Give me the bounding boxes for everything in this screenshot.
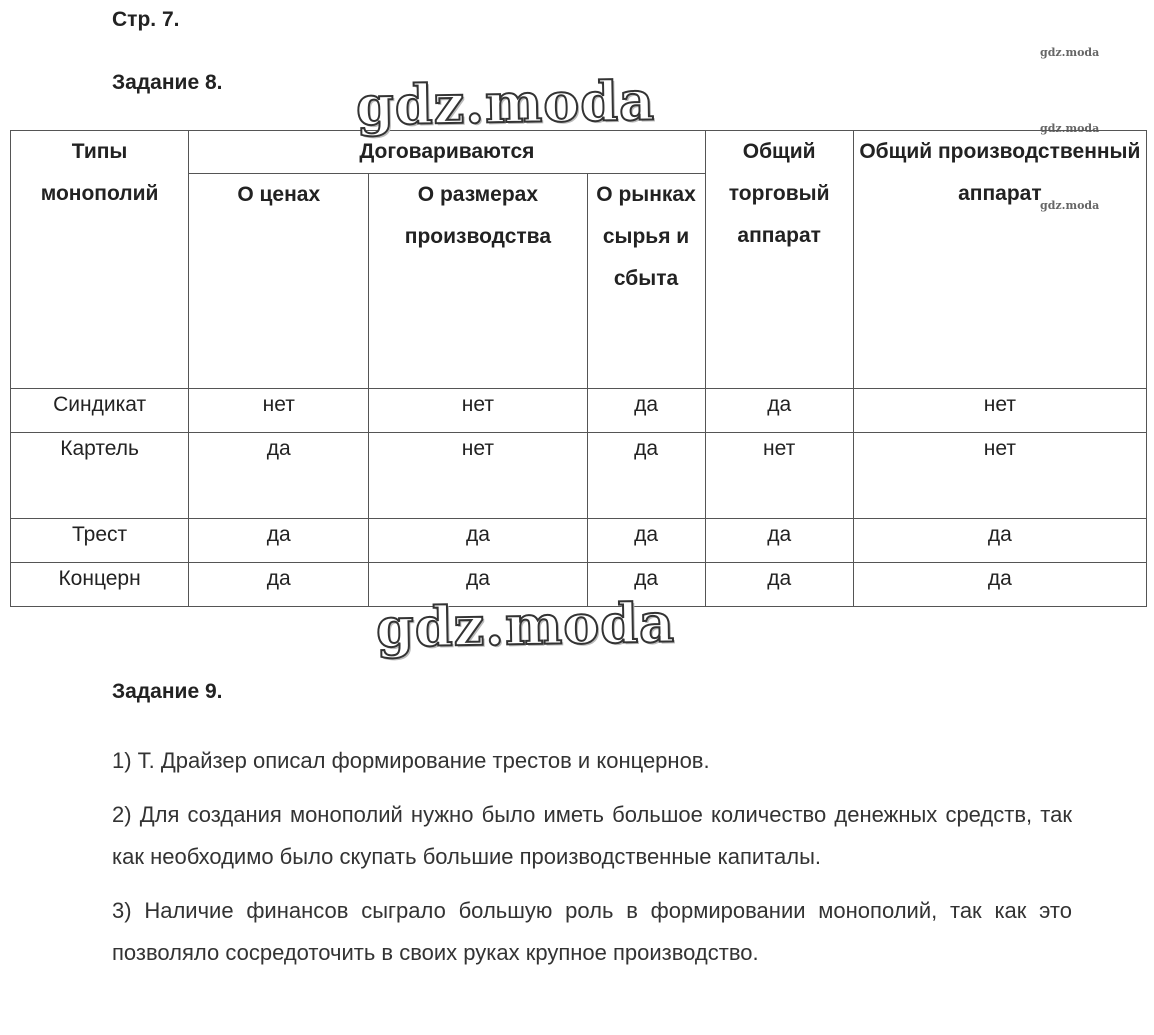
cell-prod-apparatus: нет xyxy=(853,389,1146,433)
task9-heading: Задание 9. xyxy=(112,680,223,703)
watermark-small-3: gdz.moda xyxy=(1040,199,1100,212)
cell-prices: да xyxy=(189,433,369,519)
monopoly-types-table xyxy=(10,130,1147,607)
answer-paragraph: 3) Наличие финансов сыграло большую роль в формировании монополий, так как это позволяло сосредоточить в своих руках крупное производство. xyxy=(112,898,1072,965)
header-prices: О ценах xyxy=(189,174,369,389)
watermark-logo-bottom: gdz.moda xyxy=(375,590,676,660)
cell-production: нет xyxy=(369,433,587,519)
task8-heading: Задание 8. xyxy=(112,71,223,94)
header-common-trade: Общий торговый аппарат xyxy=(705,131,853,389)
header-markets: О рынках сырья и сбыта xyxy=(587,174,705,389)
task9-answers xyxy=(112,740,1072,986)
cell-trade: нет xyxy=(705,433,853,519)
header-production-size: О размерах производства xyxy=(369,174,587,389)
cell-prices: да xyxy=(189,519,369,563)
cell-markets: да xyxy=(587,519,705,563)
cell-prod-apparatus: нет xyxy=(853,433,1146,519)
answer-paragraph: 1) Т. Драйзер описал формирование трестов и концернов. xyxy=(112,748,710,773)
cell-production: нет xyxy=(369,389,587,433)
cell-production: да xyxy=(369,519,587,563)
header-common-production: Общий производственный аппарат xyxy=(853,131,1146,389)
row-type: Синдикат xyxy=(11,389,189,433)
answer-paragraph: 2) Для создания монополий нужно было иметь большое количество денежных средств, так как необходимо было скупать большие производственные капиталы. xyxy=(112,802,1072,869)
header-agree-group: Договариваются xyxy=(189,131,705,174)
page-header: Стр. 7. xyxy=(112,8,180,31)
watermark-small-2: gdz.moda xyxy=(1040,122,1100,135)
table-row xyxy=(11,389,1147,433)
cell-trade: да xyxy=(705,389,853,433)
table-row xyxy=(11,433,1147,519)
cell-markets: да xyxy=(587,389,705,433)
row-type: Картель xyxy=(11,433,189,519)
row-type: Концерн xyxy=(11,563,189,607)
cell-prod-apparatus: да xyxy=(853,563,1146,607)
cell-production: да xyxy=(369,563,587,607)
cell-trade: да xyxy=(705,519,853,563)
cell-prod-apparatus: да xyxy=(853,519,1146,563)
row-type: Трест xyxy=(11,519,189,563)
table-row xyxy=(11,519,1147,563)
cell-markets: да xyxy=(587,433,705,519)
cell-markets: да xyxy=(587,563,705,607)
cell-prices: да xyxy=(189,563,369,607)
watermark-logo-top: gdz.moda xyxy=(355,68,656,138)
cell-prices: нет xyxy=(189,389,369,433)
cell-trade: да xyxy=(705,563,853,607)
header-types: Типы монополий xyxy=(11,131,189,389)
watermark-small-1: gdz.moda xyxy=(1040,46,1100,59)
